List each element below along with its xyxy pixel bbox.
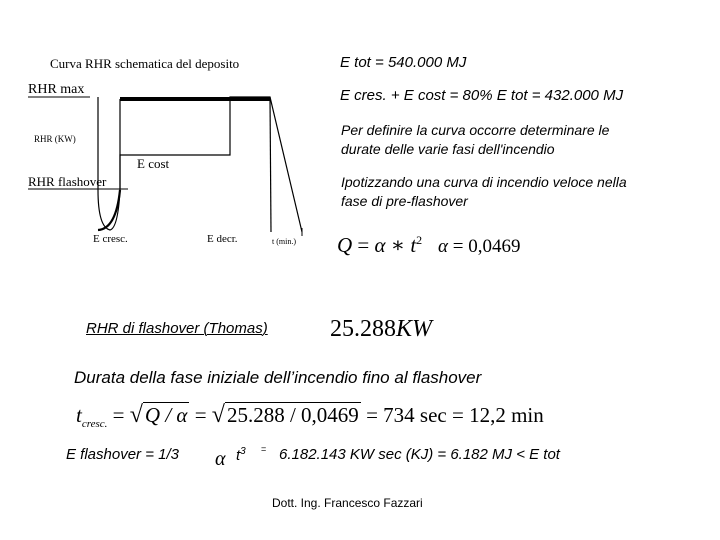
e-cres-text: E cres. + E cost = 80% E tot = 432.000 MJ (340, 87, 624, 104)
flashover-number: 25.288 (330, 316, 396, 342)
formula-t-sqrt2-sign: √ (211, 402, 225, 428)
flashover-unit: KW (396, 316, 432, 342)
rhr-kw-label: RHR (KW) (34, 134, 76, 144)
flashover-label (86, 320, 268, 337)
formula-alpha-value: 0,0469 (468, 236, 521, 257)
formula-t-eq2: = (194, 403, 207, 427)
energy-equals: = (261, 444, 267, 454)
formula-t-sec: 734 sec (383, 403, 447, 427)
e-cost-label: E cost (137, 156, 170, 171)
formula-t-symbol: t (76, 403, 82, 427)
flashover-label-text: RHR di flashover (Thomas) (86, 320, 268, 337)
energy-t3-exponent: 3 (240, 446, 246, 457)
flashover-value (330, 316, 432, 343)
formula-q-equals: = (357, 233, 370, 257)
definire-line-1: Per definire la curva occorre determinare le (341, 122, 610, 138)
formula-t-eq1: = (112, 403, 125, 427)
rhr-flashover-label: RHR flashover (28, 174, 107, 189)
energy-alpha (215, 448, 226, 471)
e-cresc-label: E cresc. (93, 233, 128, 245)
formula-alpha-symbol: α (438, 236, 448, 257)
footer-author: Dott. Ing. Francesco Fazzari (272, 496, 423, 510)
energy-left: E flashover = 1/3 (66, 446, 179, 463)
ipotizzando-line-2: fase di pre-flashover (341, 193, 468, 209)
formula-t-sqrt1-sign: √ (129, 402, 143, 428)
formula-q (337, 233, 422, 261)
formula-alpha-equals: = (452, 236, 464, 257)
rhr-max-label: RHR max (28, 82, 85, 97)
formula-t-eq3: = (366, 403, 378, 427)
rhr-growth-curve (98, 190, 120, 230)
formula-q-t: t (410, 233, 417, 257)
formula-t-inner: 25.288 / 0,0469 (226, 403, 359, 427)
formula-q-star: ∗ (390, 233, 406, 257)
formula-t-eq4: = (451, 403, 464, 427)
formula-t-sub: cresc. (81, 418, 108, 431)
time-axis-label: t (min.) (272, 237, 296, 246)
formula-q-alpha: α (374, 233, 386, 257)
formula-t-min: 12,2 min (469, 403, 544, 427)
formula-t-q-alpha: Q / α (144, 403, 188, 427)
formula-q-symbol: Q (337, 233, 353, 257)
formula-alpha (438, 236, 520, 258)
formula-q-exponent: 2 (416, 233, 423, 247)
energy-t3 (236, 446, 246, 464)
formula-t (76, 402, 544, 436)
definire-line-2: durate delle varie fasi dell'incendio (341, 141, 555, 157)
e-tot-text: E tot = 540.000 MJ (340, 54, 467, 71)
energy-alpha-symbol: α (215, 448, 226, 470)
rhr-decay-line (270, 97, 271, 232)
chart-title: Curva RHR schematica del deposito (50, 56, 240, 71)
ipotizzando-line-1: Ipotizzando una curva di incendio veloce nella (341, 174, 627, 190)
durata-text: Durata della fase iniziale dell’incendio fino al flashover (74, 368, 482, 387)
energy-right: 6.182.143 KW sec (KJ) = 6.182 MJ < E tot (279, 446, 560, 463)
energy-t3-symbol: t (236, 447, 241, 464)
e-decr-label: E decr. (207, 233, 238, 245)
